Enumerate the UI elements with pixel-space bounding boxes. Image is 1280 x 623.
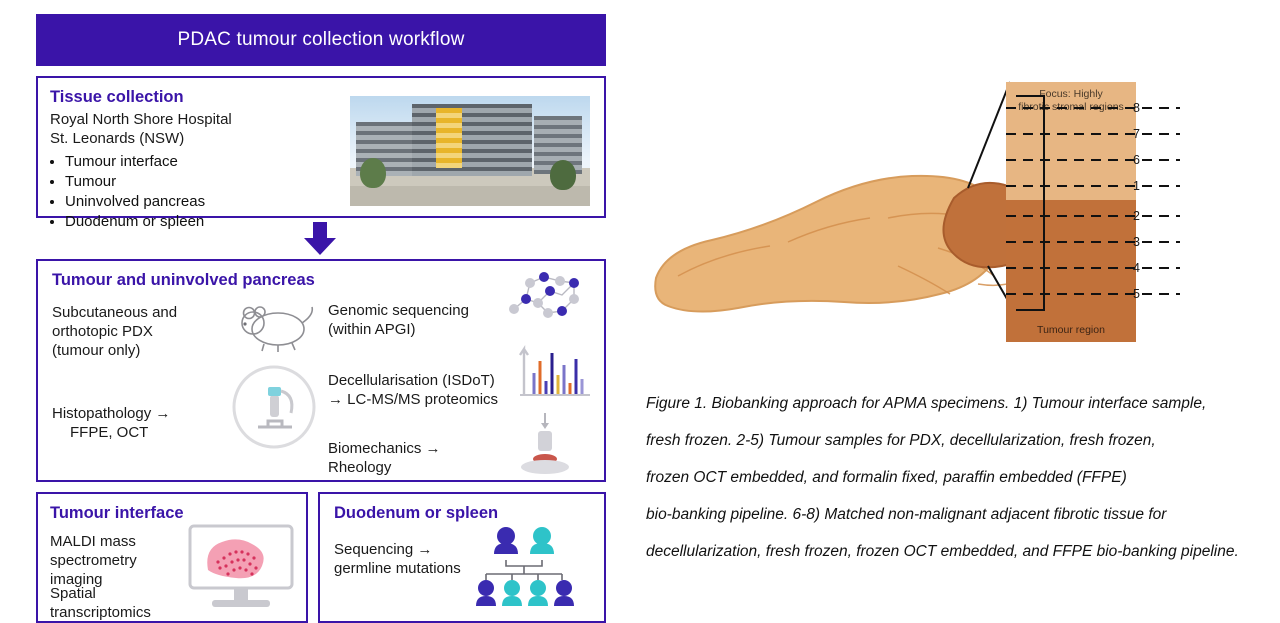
germline-line-1: Sequencing → — [334, 541, 433, 558]
sample-number: 4 — [1133, 261, 1140, 275]
sample-number: 2 — [1133, 209, 1140, 223]
biomech-line-2: Rheology — [328, 459, 392, 476]
germline-sequencing-item — [334, 540, 474, 578]
arrow-down-icon — [301, 222, 339, 256]
pedigree-family-icon — [472, 524, 592, 610]
panel-tissue-collection-heading: Tissue collection — [50, 88, 184, 106]
genomic-line-1: Genomic sequencing — [328, 302, 469, 319]
figure-panel — [628, 0, 1280, 621]
panel-tumour-interface — [36, 492, 308, 623]
hospital-name: Royal North Shore Hospital — [50, 111, 232, 128]
strip-bottom-label: Tumour region — [1037, 324, 1105, 336]
genomics-network-icon — [504, 269, 590, 323]
sample-number: 6 — [1133, 153, 1140, 167]
workflow-title: PDAC tumour collection workflow — [36, 14, 606, 66]
genomic-sequencing-item — [328, 301, 518, 339]
figure-caption — [646, 385, 1266, 570]
panel-duodenum-heading: Duodenum or spleen — [334, 504, 499, 522]
histopathology-item — [52, 404, 222, 442]
maldi-imaging-icon — [186, 522, 296, 614]
sample-number: 8 — [1133, 101, 1140, 115]
list-item: • Tumour — [65, 172, 592, 192]
sample-section-lines — [994, 82, 1184, 342]
strip-top-label-line-1: Focus: Highly — [1039, 88, 1103, 100]
list-item: • Tumour interface — [65, 152, 592, 172]
rheology-icon — [514, 411, 576, 477]
strip-top-label-line-2: fibrotic stromal regions — [1018, 101, 1124, 113]
list-item: • Uninvolved pancreas — [65, 192, 592, 212]
caption-line: decellularization, fresh frozen, frozen OCT embedded, and FFPE bio-banking pipeline. — [646, 543, 1239, 560]
pdx-item — [52, 303, 222, 360]
maldi-line-2: spectrometry imaging — [50, 552, 137, 588]
hospital-photo — [350, 96, 590, 206]
sample-number: 1 — [1133, 179, 1140, 193]
maldi-item — [50, 532, 170, 589]
decellularisation-item — [328, 371, 518, 409]
pdx-line-3: (tumour only) — [52, 342, 141, 359]
list-item: • Duodenum or spleen — [65, 212, 592, 232]
panel-tumour-heading: Tumour and uninvolved pancreas — [52, 271, 315, 289]
workflow-diagram — [18, 14, 608, 621]
decell-line-2: → LC-MS/MS proteomics — [328, 391, 499, 408]
germline-line-2: germline mutations — [334, 560, 461, 577]
genomic-line-2: (within APGI) — [328, 321, 416, 338]
tumour-panel-right-column — [328, 301, 518, 503]
mouse-icon — [234, 299, 314, 353]
panel-tumour-and-uninvolved-pancreas — [36, 259, 606, 482]
pdx-line-1: Subcutaneous and — [52, 304, 178, 321]
biomechanics-item — [328, 439, 518, 477]
caption-line: frozen OCT embedded, and formalin fixed, paraffin embedded (FFPE) — [646, 469, 1127, 486]
sample-number: 3 — [1133, 235, 1140, 249]
biomech-line-1: Biomechanics → — [328, 440, 441, 457]
histopathology-line-1: Histopathology → — [52, 405, 171, 422]
caption-line: fresh frozen. 2-5) Tumour samples for PDX, decellularization, fresh frozen, — [646, 432, 1156, 449]
pdx-line-2: orthotopic PDX — [52, 323, 153, 340]
maldi-line-1: MALDI mass — [50, 533, 136, 550]
mass-spectrum-icon — [500, 339, 596, 401]
sample-strip — [1006, 82, 1140, 342]
sample-number: 7 — [1133, 127, 1140, 141]
hospital-location: St. Leonards (NSW) — [50, 130, 185, 147]
histopathology-line-2: FFPE, OCT — [70, 424, 149, 441]
tumour-panel-left-column — [52, 303, 222, 468]
spatial-transcriptomics-item: Spatial transcriptomics — [50, 585, 151, 621]
caption-line: bio-banking pipeline. 6-8) Matched non-malignant adjacent fibrotic tissue for — [646, 506, 1167, 523]
caption-line: Figure 1. Biobanking approach for APMA specimens. 1) Tumour interface sample, — [646, 395, 1207, 412]
panel-tumour-interface-heading: Tumour interface — [50, 504, 184, 522]
microscope-icon — [228, 361, 320, 453]
decell-line-1: Decellularisation (ISDoT) — [328, 372, 495, 389]
panel-duodenum-or-spleen — [318, 492, 606, 623]
panel-tissue-collection — [36, 76, 606, 230]
sample-number: 5 — [1133, 287, 1140, 301]
